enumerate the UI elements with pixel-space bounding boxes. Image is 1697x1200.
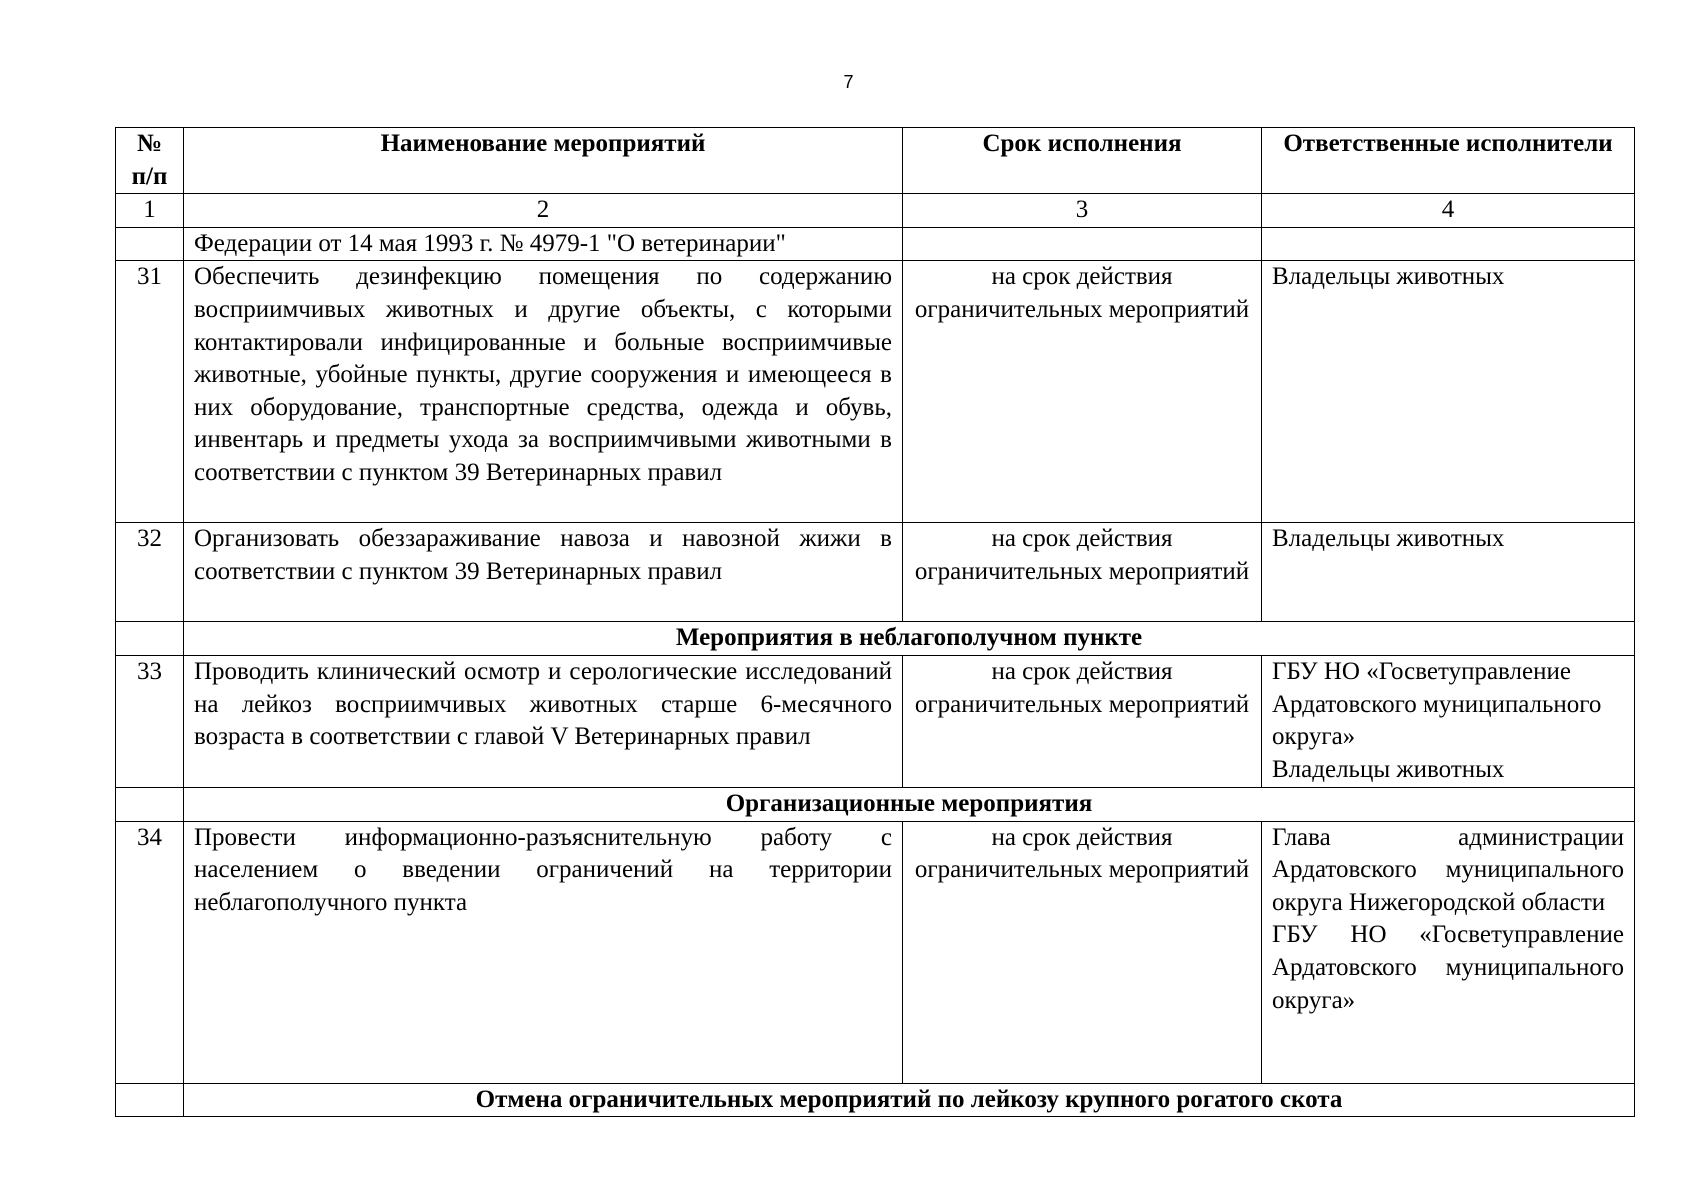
responsible-party: Глава администрации Ардатовского муниципального округа Нижегородской области bbox=[1272, 823, 1624, 916]
column-number: 1 bbox=[116, 194, 184, 228]
section-heading: Мероприятия в неблагополучном пункте bbox=[184, 622, 1635, 656]
table-header-row bbox=[116, 128, 1635, 194]
row-number: 33 bbox=[116, 655, 184, 787]
empty-cell bbox=[1262, 227, 1635, 261]
header-term: Срок исполнения bbox=[903, 128, 1262, 194]
responsible-party: Владельцы животных bbox=[1272, 755, 1505, 783]
section-row bbox=[116, 1083, 1635, 1117]
section-row bbox=[116, 787, 1635, 821]
empty-cell bbox=[116, 622, 184, 656]
measure-term: на срок действия ограничительных мероприятий bbox=[903, 655, 1262, 787]
responsible-party: Владельцы животных bbox=[1272, 525, 1505, 553]
table-row-33 bbox=[116, 655, 1635, 787]
section-heading: Организационные мероприятия bbox=[184, 787, 1635, 821]
measure-term: на срок действия ограничительных мероприятий bbox=[903, 821, 1262, 1083]
row-number: 32 bbox=[116, 523, 184, 622]
column-number: 2 bbox=[184, 194, 903, 228]
header-responsible: Ответственные исполнители bbox=[1262, 128, 1635, 194]
measure-responsible bbox=[1262, 655, 1635, 787]
continuation-row bbox=[116, 227, 1635, 261]
measure-responsible bbox=[1262, 261, 1635, 523]
header-name: Наименование мероприятий bbox=[184, 128, 903, 194]
row-number: 34 bbox=[116, 821, 184, 1083]
measure-name: Проводить клинический осмотр и серологические исследований на лейкоз восприимчивых животных старше 6-месячного возраста в соответствии с главой V Ветеринарных правил bbox=[184, 655, 903, 787]
empty-cell bbox=[903, 227, 1262, 261]
measure-responsible bbox=[1262, 523, 1635, 622]
empty-cell bbox=[116, 227, 184, 261]
section-heading: Отмена ограничительных мероприятий по лейкозу крупного рогатого скота bbox=[184, 1083, 1635, 1117]
measure-responsible bbox=[1262, 821, 1635, 1083]
measure-name: Провести информационно-разъяснительную работу с населением о введении ограничений на территории неблагополучного пункта bbox=[184, 821, 903, 1083]
table-row-31 bbox=[116, 261, 1635, 523]
table-row-34 bbox=[116, 821, 1635, 1083]
header-number: № п/п bbox=[116, 128, 184, 194]
section-row bbox=[116, 622, 1635, 656]
measure-name: Организовать обеззараживание навоза и навозной жижи в соответствии с пунктом 39 Ветеринарных правил bbox=[184, 523, 903, 622]
column-number-row bbox=[116, 194, 1635, 228]
measure-term: на срок действия ограничительных мероприятий bbox=[903, 523, 1262, 622]
column-number: 4 bbox=[1262, 194, 1635, 228]
empty-cell bbox=[116, 1083, 184, 1117]
measure-name: Обеспечить дезинфекцию помещения по содержанию восприимчивых животных и другие объекты, с которыми контактировали инфицированные и больные восприимчивые животные, убойные пункты, другие сооружения и имеющееся в них оборудование, транспортные средства, одежда и обувь, инвентарь и предметы ухода за восприимчивыми животными в соответствии с пунктом 39 Ветеринарных правил bbox=[184, 261, 903, 523]
page-number: 7 bbox=[843, 72, 854, 92]
table-row-32 bbox=[116, 523, 1635, 622]
measure-term: на срок действия ограничительных мероприятий bbox=[903, 261, 1262, 523]
responsible-party: ГБУ НО «Госветуправление Ардатовского муниципального округа» bbox=[1272, 921, 1624, 1014]
column-number: 3 bbox=[903, 194, 1262, 228]
responsible-party: ГБУ НО «Госветуправление Ардатовского муниципального округа» bbox=[1272, 657, 1602, 751]
responsible-party: Владельцы животных bbox=[1272, 263, 1505, 291]
continuation-text: Федерации от 14 мая 1993 г. № 4979-1 "О ветеринарии" bbox=[184, 227, 903, 261]
empty-cell bbox=[116, 787, 184, 821]
row-number: 31 bbox=[116, 261, 184, 523]
measures-table bbox=[115, 127, 1635, 1117]
